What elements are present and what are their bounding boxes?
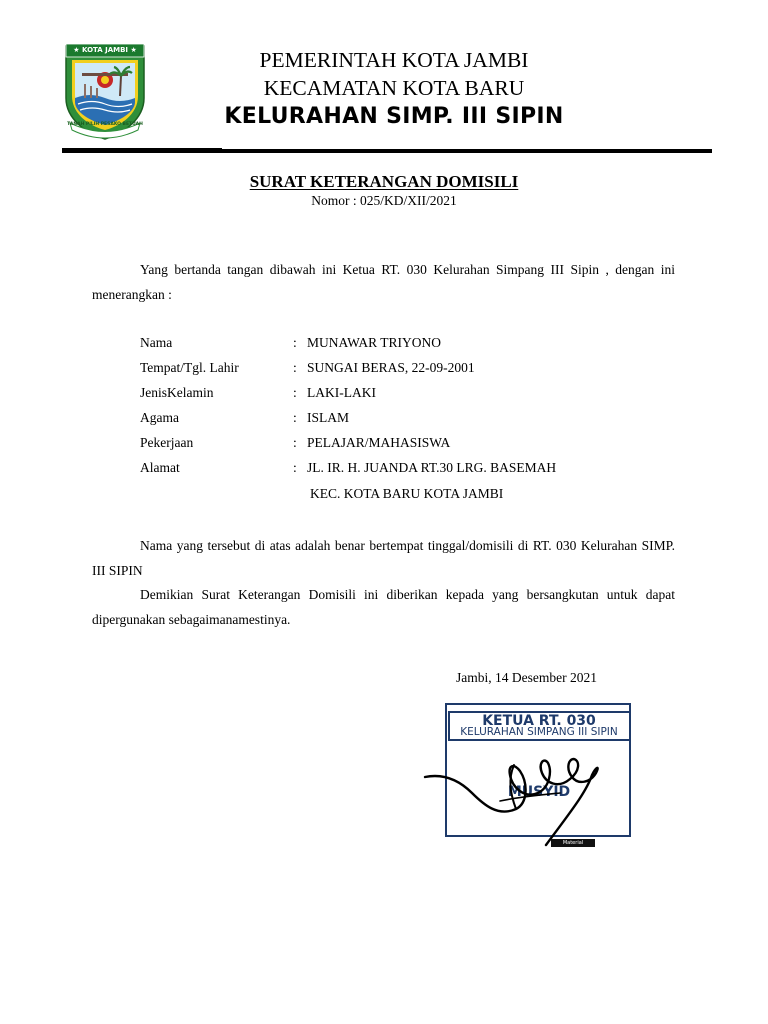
header-district: KECAMATAN KOTA BARU — [263, 76, 525, 100]
field-colon: : — [293, 410, 297, 425]
field-colon: : — [293, 435, 297, 450]
field-label: Pekerjaan — [140, 435, 194, 450]
field-colon: : — [293, 335, 297, 350]
field-label: Agama — [140, 410, 179, 425]
field-value: JL. IR. H. JUANDA RT.30 LRG. BASEMAH — [307, 460, 557, 475]
stamp-title: KETUA RT. 030 — [482, 713, 596, 729]
statement-paragraph: Nama yang tersebut di atas adalah benar bertempat tinggal/domisili di RT. 030 Kelurahan SIMP. III SIPIN — [92, 538, 675, 578]
field-label: Nama — [140, 335, 173, 350]
logo-banner-text: ★ KOTA JAMBI ★ — [73, 46, 137, 54]
header-government: PEMERINTAH KOTA JAMBI — [259, 48, 529, 72]
header-village: KELURAHAN SIMP. III SIPIN — [224, 104, 564, 129]
field-colon: : — [293, 460, 297, 475]
field-label: JenisKelamin — [140, 385, 214, 400]
document-title: SURAT KETERANGAN DOMISILI — [249, 172, 519, 191]
field-label: Alamat — [140, 460, 180, 475]
closing-paragraph: Demikian Surat Keterangan Domisili ini diberikan kepada yang bersangkutan untuk dapat dipergunakan sebagaimanamestinya. — [92, 587, 675, 627]
intro-paragraph: Yang bertanda tangan dibawah ini Ketua RT. 030 Kelurahan Simpang III Sipin , dengan ini menerangkan : — [92, 262, 675, 302]
field-colon: : — [293, 360, 297, 375]
logo-motto-text: TANAH PILIH PESAKO BETUAH — [67, 122, 143, 127]
field-value: LAKI-LAKI — [307, 385, 376, 400]
signatory-name: MUSYID — [507, 784, 571, 800]
field-value: PELAJAR/MAHASISWA — [307, 435, 451, 450]
field-value: MUNAWAR TRIYONO — [307, 335, 442, 350]
header-divider-thick — [62, 149, 712, 153]
handwritten-signature — [420, 735, 610, 850]
signature-tag: Material Community — [551, 839, 595, 847]
stamp-subtitle: KELURAHAN SIMPANG III SIPIN — [460, 726, 618, 738]
document-number: Nomor : 025/KD/XII/2021 — [311, 193, 457, 208]
field-colon: : — [293, 385, 297, 400]
field-value: ISLAM — [307, 410, 350, 425]
place-date: Jambi, 14 Desember 2021 — [456, 670, 597, 685]
field-value: SUNGAI BERAS, 22-09-2001 — [307, 360, 475, 375]
address-line-2: KEC. KOTA BARU KOTA JAMBI — [310, 486, 504, 501]
field-label: Tempat/Tgl. Lahir — [140, 360, 239, 375]
